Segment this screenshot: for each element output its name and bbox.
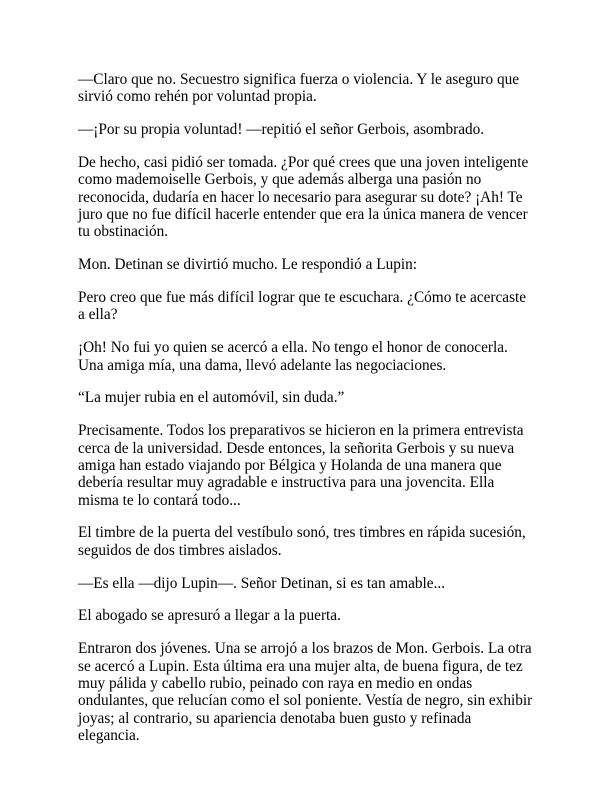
paragraph: —Claro que no. Secuestro significa fuerza o violencia. Y le aseguro que sirvió como rehén por voluntad propia.	[78, 71, 520, 106]
paragraph: El abogado se apresuró a llegar a la puerta.	[78, 607, 341, 625]
body-text	[78, 71, 536, 760]
paragraph: Precisamente. Todos los preparativos se hicieron en la primera entrevista cerca de la universidad. Desde entonces, la señorita Gerbois y su nueva amiga han estado viajando por Bélgica y Holanda de una manera que debería resultar muy agradable e instructiva para una jovencita. Ella misma te lo contará todo...	[78, 422, 524, 509]
paragraph: De hecho, casi pidió ser tomada. ¿Por qué crees que una joven inteligente como mademoiselle Gerbois, y que además alberga una pasión no reconocida, dudaría en hacer lo necesario para asegurar su dote? ¡Ah! Te juro que no fue difícil hacerle entender que era la única manera de vencer tu obstinación.	[78, 154, 529, 241]
paragraph: Entraron dos jóvenes. Una se arrojó a los brazos de Mon. Gerbois. La otra se acercó a Lupin. Esta última era una mujer alta, de buena figura, de tez muy pálida y cabello rubio, peinado con raya en medio en ondas ondulantes, que relucían como el sol poniente. Vestía de negro, sin exhibir joyas; al contrario, su apariencia denotaba buen gusto y refinada elegancia.	[78, 640, 533, 744]
paragraph: Mon. Detinan se divirtió mucho. Le respondió a Lupin:	[78, 256, 418, 274]
paragraph: —¡Por su propia voluntad! —repitió el señor Gerbois, asombrado.	[78, 121, 485, 139]
paragraph: —Es ella —dijo Lupin—. Señor Detinan, si es tan amable...	[78, 574, 446, 592]
paragraph: Pero creo que fue más difícil lograr que te escuchara. ¿Cómo te acercaste a ella?	[78, 289, 527, 324]
paragraph: ¡Oh! No fui yo quien se acercó a ella. No tengo el honor de conocerla. Una amiga mía, una dama, llevó adelante las negociaciones.	[78, 339, 508, 374]
paragraph: “La mujer rubia en el automóvil, sin duda.”	[78, 389, 345, 407]
paragraph: El timbre de la puerta del vestíbulo sonó, tres timbres en rápida sucesión, seguidos de dos timbres aislados.	[78, 524, 526, 559]
